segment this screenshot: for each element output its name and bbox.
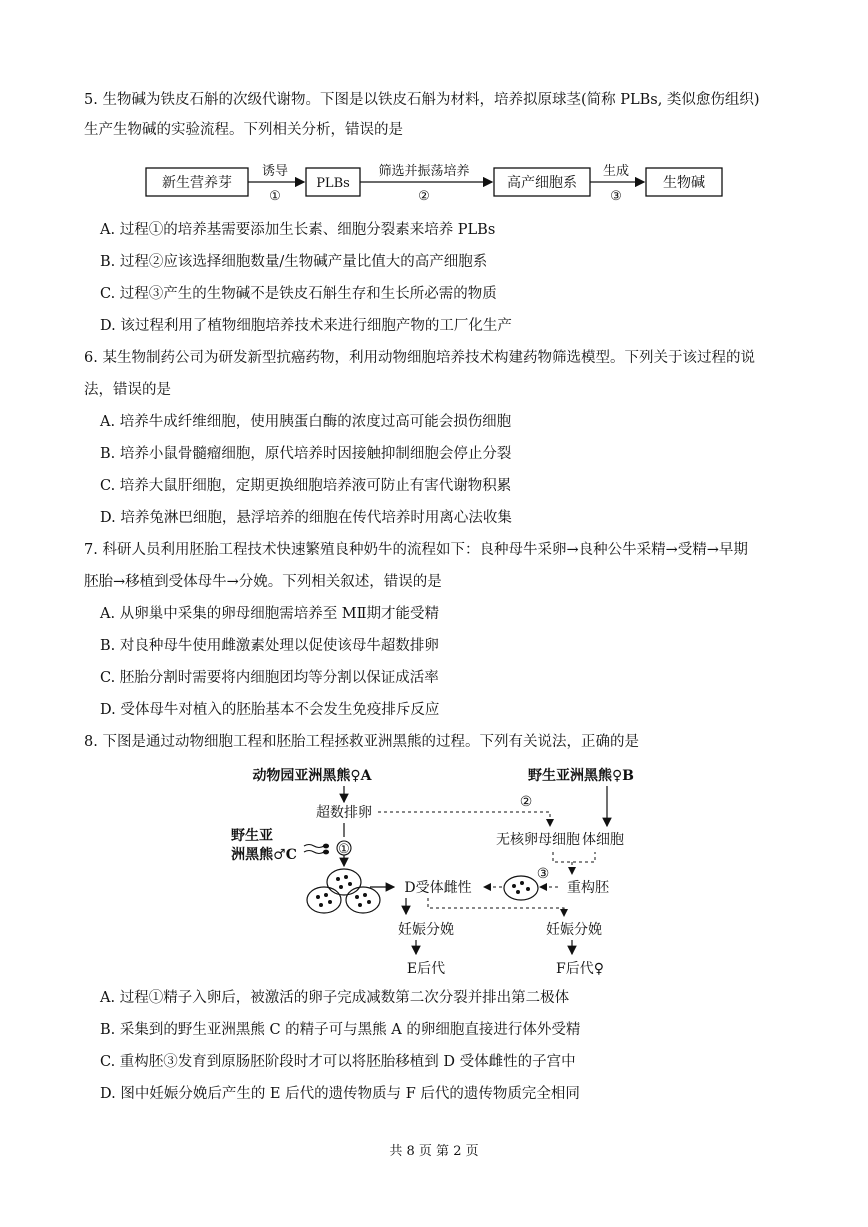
q6-option-c: C. 培养大鼠肝细胞，定期更换细胞培养液可防止有害代谢物积累 [100, 478, 512, 494]
recipient-d-label: D受体雌性 [404, 880, 472, 896]
sperm-icon [304, 844, 329, 854]
q6-stem-line1: 6. 某生物制药公司为研发新型抗癌药物，利用动物细胞培养技术构建药物筛选模型。下列关于该过程的说 [84, 350, 755, 366]
q5-option-c: C. 过程③产生的生物碱不是铁皮石斛生存和生长所必需的物质 [100, 286, 497, 302]
process-3-num: ③ [536, 866, 550, 882]
somatic-cell-label: 体细胞 [582, 832, 624, 848]
bear-c-label-line1: 野生亚 [231, 828, 273, 844]
q8-option-a: A. 过程①精子入卵后，被激活的卵子完成减数第二次分裂并排出第二极体 [100, 990, 570, 1006]
page-footer: 共 8 页 第 2 页 [389, 1144, 479, 1159]
q5-option-a: A. 过程①的培养基需要添加生长素、细胞分裂素来培养 PLBs [100, 222, 496, 238]
q7-option-b: B. 对良种母牛使用雌激素处理以促使该母牛超数排卵 [100, 638, 439, 654]
flow-arrow2-num: ② [418, 189, 430, 204]
q5-option-d: D. 该过程利用了植物细胞培养技术来进行细胞产物的工厂化生产 [100, 318, 512, 334]
q7-stem-line1: 7. 科研人员利用胚胎工程技术快速繁殖良种奶牛的流程如下：良种母牛采卵→良种公牛采精→受精→早期 [84, 542, 748, 558]
q8-option-d: D. 图中妊娠分娩后产生的 E 后代的遗传物质与 F 后代的遗传物质完全相同 [100, 1086, 580, 1102]
q7-option-d: D. 受体母牛对植入的胚胎基本不会发生免疫排斥反应 [100, 702, 440, 718]
bear-b-label: 野生亚洲黑熊♀B [527, 768, 635, 784]
process-2-num: ② [519, 794, 533, 810]
q8-stem: 8. 下图是通过动物细胞工程和胚胎工程拯救亚洲黑熊的过程。下列有关说法，正确的是 [84, 734, 639, 750]
flow-arrow3-label: 生成 [602, 164, 630, 179]
birth-left-label: 妊娠分娩 [398, 922, 454, 938]
q8-bear-diagram [220, 760, 660, 980]
q7-stem-line2: 胚胎→移植到受体母牛→分娩。下列相关叙述，错误的是 [84, 574, 442, 590]
reconstructed-embryo-label: 重构胚 [567, 880, 609, 896]
bear-c-label-line2: 洲黑熊♂C [231, 847, 297, 863]
flow-box-plbs-label: PLBs [316, 176, 350, 191]
q5-stem-line2: 生产生物碱的实验流程。下列相关分析，错误的是 [84, 122, 403, 138]
q7-option-a: A. 从卵巢中采集的卵母细胞需培养至 MⅡ期才能受精 [100, 606, 439, 622]
flow-box-high-yield-label: 高产细胞系 [507, 175, 577, 191]
embryo-cluster-icon [307, 869, 380, 913]
q5-option-b: B. 过程②应该选择细胞数量/生物碱产量比值大的高产细胞系 [100, 254, 488, 270]
q8-option-b: B. 采集到的野生亚洲黑熊 C 的精子可与黑熊 A 的卵细胞直接进行体外受精 [100, 1022, 581, 1038]
offspring-e-label: E后代 [406, 961, 446, 977]
flow-arrow1-label: 诱导 [261, 164, 289, 179]
q6-option-b: B. 培养小鼠骨髓瘤细胞，原代培养时因接触抑制细胞会停止分裂 [100, 446, 512, 462]
q5-flow-diagram [140, 158, 730, 208]
q6-option-d: D. 培养兔淋巴细胞，悬浮培养的细胞在传代培养时用离心法收集 [100, 510, 512, 526]
q6-option-a: A. 培养牛成纤维细胞，使用胰蛋白酶的浓度过高可能会损伤细胞 [100, 414, 512, 430]
offspring-f-label: F后代♀ [556, 961, 604, 977]
superovulation-label: 超数排卵 [316, 805, 372, 821]
q5-stem-line1: 5. 生物碱为铁皮石斛的次级代谢物。下图是以铁皮石斛为材料，培养拟原球茎(简称 PLBs, 类似愈伤组织) [84, 92, 760, 108]
flow-box-alkaloid-label: 生物碱 [663, 175, 705, 191]
reconstructed-embryo-icon [504, 876, 538, 900]
process-1-num: ① [338, 842, 350, 857]
bear-a-label: 动物园亚洲黑熊♀A [252, 768, 372, 784]
flow-arrow2-label: 筛选并振荡培养 [378, 164, 470, 179]
birth-right-label: 妊娠分娩 [546, 922, 602, 938]
flow-box-new-bud-label: 新生营养芽 [162, 175, 232, 191]
q8-option-c: C. 重构胚③发育到原肠胚阶段时才可以将胚胎移植到 D 受体雌性的子宫中 [100, 1054, 576, 1070]
flow-arrow1-num: ① [269, 189, 281, 204]
q6-stem-line2: 法，错误的是 [84, 382, 171, 398]
flow-arrow3-num: ③ [610, 189, 622, 204]
q7-option-c: C. 胚胎分割时需要将内细胞团均等分割以保证成活率 [100, 670, 439, 686]
enucleated-oocyte-label: 无核卵母细胞 [496, 832, 580, 848]
